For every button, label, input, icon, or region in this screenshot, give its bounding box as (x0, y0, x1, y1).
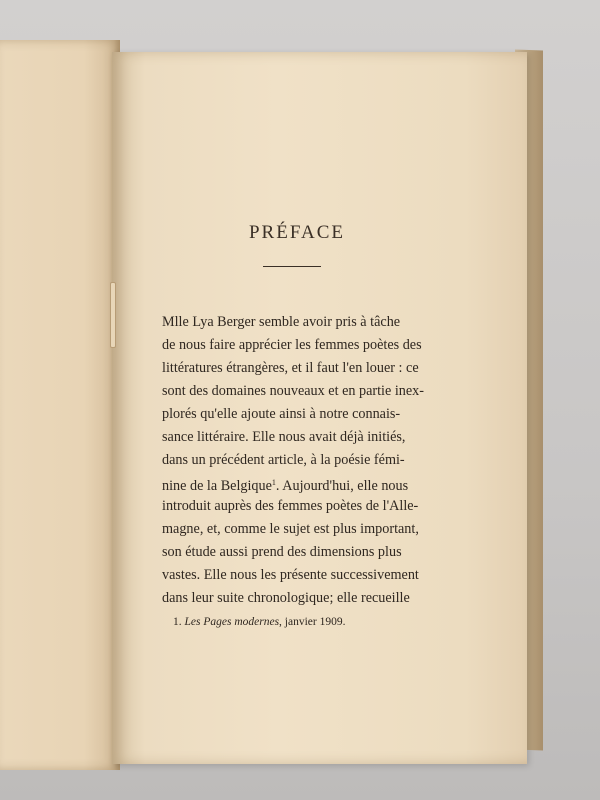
text-segment: . Aujourd'hui, elle nous (275, 478, 409, 494)
text-line: magne, et, comme le sujet est plus important, (162, 521, 419, 537)
text-line: littératures étrangères, et il faut l'en louer : ce (162, 360, 419, 376)
left-page (0, 40, 120, 770)
footnote-marker: 1 (271, 478, 276, 487)
text-line: de nous faire apprécier les femmes poètes des (162, 337, 422, 353)
text-line: dans leur suite chronologique; elle recueille (162, 590, 410, 606)
text-line: Mlle Lya Berger semble avoir pris à tâche (162, 314, 401, 330)
text-line: vastes. Elle nous les présente successivement (162, 567, 419, 583)
page-title: PRÉFACE (248, 222, 345, 243)
footnote (173, 616, 345, 628)
text-line: son étude aussi prend des dimensions plus (162, 544, 402, 560)
text-line: introduit auprès des femmes poètes de l'Alle- (162, 498, 419, 514)
title-rule (263, 266, 321, 267)
footnote-rest: , janvier 1909. (279, 616, 346, 628)
text-line: sont des domaines nouveaux et en partie inex- (162, 383, 424, 399)
text-line: dans un précédent article, à la poésie fémi- (162, 452, 405, 468)
footnote-title: Les Pages modernes (184, 616, 280, 628)
text-line: plorés qu'elle ajoute ainsi à notre connais- (162, 406, 401, 422)
binding-stitch (110, 282, 116, 348)
text-line: sance littéraire. Elle nous avait déjà initiés, (162, 429, 406, 445)
footnote-number: 1. (173, 616, 182, 628)
text-line (162, 474, 444, 495)
text-segment: nine de la Belgique (162, 478, 272, 494)
